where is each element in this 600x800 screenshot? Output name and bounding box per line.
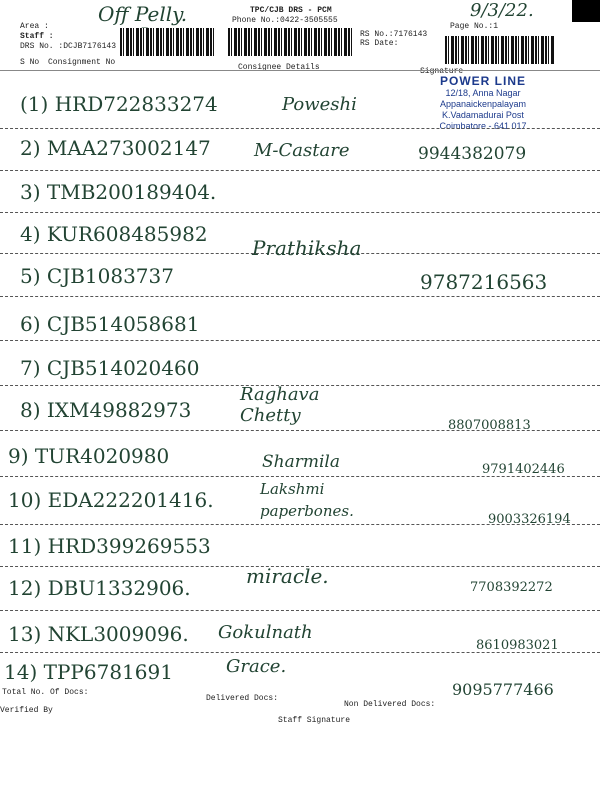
barcode-right: [445, 36, 555, 64]
entry-14-signature: 9095777466: [452, 680, 554, 699]
entry-9-name: Sharmila: [262, 452, 340, 472]
col-consignee: Consignee Details: [238, 63, 320, 72]
entry-12-name: miracle.: [246, 564, 329, 588]
entry-10-signature: 9003326194: [488, 512, 571, 527]
entry-14-name: Grace.: [226, 656, 287, 677]
handwritten-date: 9/3/22.: [470, 0, 534, 21]
scan-edge-mark: [572, 0, 600, 22]
area-label: Area :: [20, 22, 49, 31]
entry-2-consignment: 2) MAA273002147: [20, 136, 211, 160]
entry-2-signature: 9944382079: [418, 144, 527, 164]
entry-11-consignment: 11) HRD399269553: [8, 534, 211, 558]
entry-12-signature: 7708392272: [470, 580, 553, 595]
rs-number: RS No.:7176143: [360, 30, 428, 39]
entry-14-consignment: 14) TPP6781691: [4, 660, 173, 684]
non-delivered-docs-label: Non Delivered Docs:: [344, 700, 436, 709]
entry-5-signature: 9787216563: [420, 270, 548, 294]
row-rule: [0, 430, 600, 431]
entry-13-consignment: 13) NKL3009096.: [8, 622, 189, 646]
entry-7-consignment: 7) CJB514020460: [20, 356, 200, 380]
entry-13-signature: 8610983021: [476, 638, 559, 653]
entry-8-signature: 8807008813: [448, 418, 531, 433]
entry-8-consignment: 8) IXM49882973: [20, 398, 192, 422]
entry-10-consignment: 10) EDA222201416.: [8, 488, 214, 512]
entry-8-name: Raghava Chetty: [240, 384, 320, 426]
row-rule: [0, 524, 600, 525]
row-rule: [0, 652, 600, 653]
entry-5-name: Prathiksha: [252, 236, 362, 260]
entry-13-name: Gokulnath: [218, 622, 313, 643]
entry-6-consignment: 6) CJB514058681: [20, 312, 200, 336]
drs-no-label: DRS No. :DCJB7176143: [20, 42, 117, 51]
entry-3-consignment: 3) TMB200189404.: [20, 180, 217, 204]
header-rule: [0, 70, 600, 71]
row-rule: [0, 610, 600, 611]
row-rule: [0, 128, 600, 129]
phone-number: Phone No.:0422-3505555: [232, 16, 338, 25]
entry-9-signature: 9791402446: [482, 462, 565, 477]
barcode-left: [120, 28, 215, 56]
row-rule: [0, 296, 600, 297]
row-rule: [0, 476, 600, 477]
staff-label: Staff :: [20, 32, 54, 41]
barcode-center: [228, 28, 353, 56]
page-number: Page No.:1: [450, 22, 499, 31]
document-title: TPC/CJB DRS - PCM: [250, 6, 332, 15]
verified-by-label: Verified By: [0, 706, 53, 715]
col-consignment: Consignment No: [48, 58, 116, 67]
row-rule: [0, 212, 600, 213]
col-signature: Signature: [420, 67, 464, 76]
delivered-docs-label: Delivered Docs:: [206, 694, 279, 703]
entry-2-name: M-Castare: [254, 140, 350, 161]
entry-4-consignment: 4) KUR608485982: [20, 222, 208, 246]
company-stamp: POWER LINE 12/18, Anna Nagar Appanaickenpalayam K.Vadamadurai Post Coimbatore - 641 017: [439, 74, 527, 131]
total-docs-label: Total No. Of Docs:: [2, 688, 89, 697]
entry-1-consignment: (1) HRD722833274: [20, 92, 218, 116]
col-sno: S No: [20, 58, 40, 67]
entry-1-name: Poweshi: [282, 94, 357, 115]
entry-9-consignment: 9) TUR4020980: [8, 444, 170, 468]
staff-signature-label: Staff Signature: [278, 716, 351, 725]
row-rule: [0, 170, 600, 171]
entry-12-consignment: 12) DBU1332906.: [8, 576, 191, 600]
row-rule: [0, 340, 600, 341]
rs-date: RS Date:: [360, 39, 399, 48]
entry-10-name: Lakshmi paperbones.: [260, 480, 354, 520]
entry-5-consignment: 5) CJB1083737: [20, 264, 174, 288]
handwritten-office: Off Pelly.: [98, 2, 188, 26]
